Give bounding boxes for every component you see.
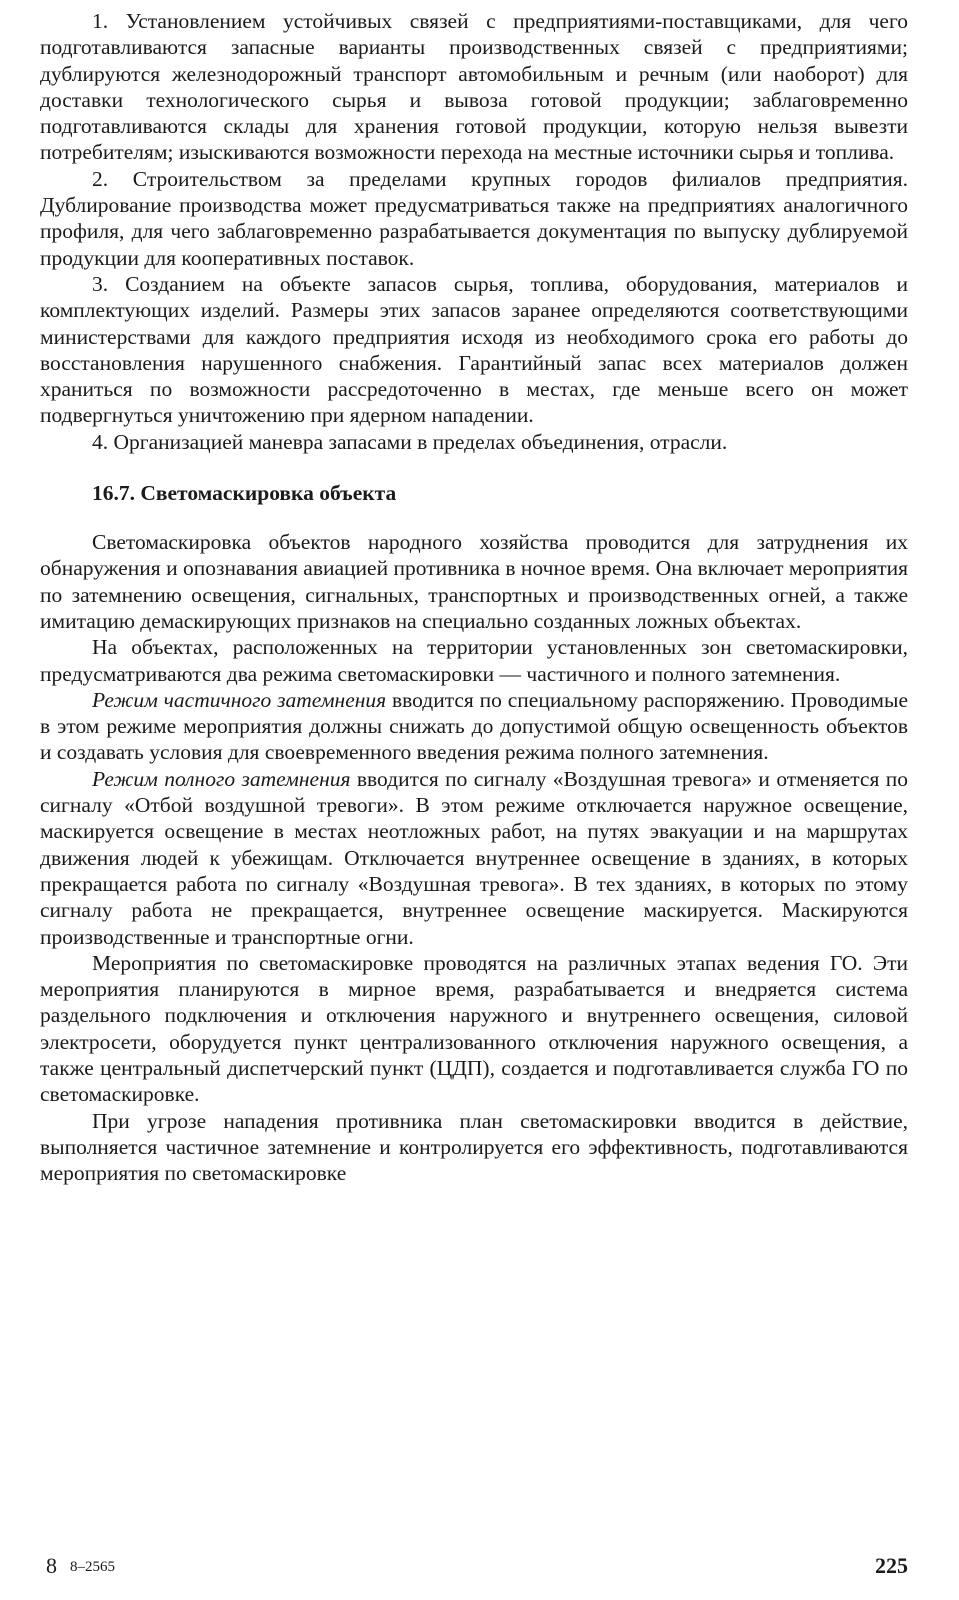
page-footer bbox=[46, 1552, 908, 1582]
section-paragraph-4 bbox=[40, 766, 908, 950]
full-blackout-term: Режим полного затемнения bbox=[92, 766, 351, 791]
section-paragraph-5: Мероприятия по светомаскировке проводятся на различных этапах ведения ГО. Эти мероприятия планируются в мирное время, разрабатывается и внедряется система раздельного подключения и отключения наружного и внутреннего освещения, силовой электросети, оборудуется пункт централизованного отключения наружного освещения, а также центральный диспетчерский пункт (ЦДП), создается и подготавливается служба ГО по светомаскировке. bbox=[40, 950, 908, 1107]
partial-blackout-term: Режим частичного затемнения bbox=[92, 687, 387, 712]
paragraph-item-4: 4. Организацией маневра запасами в пределах объединения, отрасли. bbox=[92, 429, 728, 454]
paragraph-item-2: 2. Строительством за пределами крупных городов филиалов предприятия. Дублирование производства может предусматриваться также на предприятиях аналогичного профиля, для чего заблаговременно разрабатывается документация по выпуску дублируемой продукции для кооперативных поставок. bbox=[40, 166, 908, 270]
full-blackout-text: вводится по сигналу «Воздушная тревога» и отменяется по сигналу «Отбой воздушной тревоги». В этом режиме отключается наружное освещение, маскируется освещение в местах неотложных работ, на путях эвакуации и на маршрутах движения людей к убежищам. Отключается внутреннее освещение в зданиях, в которых прекращается работа по сигналу «Воздушная тревога». В тех зданиях, в которых по этому сигналу работа не прекращается, внутреннее освещение маскируется. Маскируются производственные и транспортные огни. bbox=[40, 766, 908, 949]
paragraph-item-3: 3. Созданием на объекте запасов сырья, топлива, оборудования, материалов и комплектующих изделий. Размеры этих запасов заранее определяются соответствующими министерствами для каждого предприятия исходя из необходимого срока его работы до восстановления нарушенного снабжения. Гарантийный запас всех материалов должен храниться по возможности рассредоточенно в местах, где меньше всего он может подвергнуться уничтожению при ядерном нападении. bbox=[40, 271, 908, 428]
signature-code: 8–2565 bbox=[70, 1559, 115, 1575]
paragraph-item-1: 1. Установлением устойчивых связей с предприятиями-поставщиками, для чего подготавливаются запасные варианты производственных связей с предприятиями; дублируются железнодорожный транспорт автомобильным и речным (или наоборот) для доставки технологического сырья и вывоза готовой продукции; заблаговременно подготавливаются склады для хранения готовой продукции, которую нельзя вывезти потребителям; изыскиваются возможности перехода на местные источники сырья и топлива. bbox=[40, 9, 908, 165]
section-paragraph-6: При угрозе нападения противника план светомаскировки вводится в действие, выполняется частичное затемнение и контролируется его эффективность, подготавливаются мероприятия по светомаскировке bbox=[40, 1108, 908, 1186]
section-heading: 16.7. Светомаскировка объекта bbox=[92, 481, 397, 506]
page-number: 225 bbox=[875, 1553, 908, 1578]
section-paragraph-2: На объектах, расположенных на территории установленных зон светомаскировки, предусматриваются два режима светомаскировки — частичного и полного затемнения. bbox=[40, 635, 908, 686]
section-paragraph-1: Светомаскировка объектов народного хозяйства проводится для затруднения их обнаружения и опознавания авиацией противника в ночное время. Она включает мероприятия по затемнению освещения, сигнальных, транспортных и производственных огней, а также имитацию демаскирующих признаков на специально созданных ложных объектах. bbox=[40, 530, 908, 633]
signature-number: 8 bbox=[46, 1553, 57, 1578]
partial-blackout-text: вводится по специальному распоряжению. Проводимые в этом режиме мероприятия должны снижать до допустимой общую освещенность объектов и создавать условия для своевременного введения режима полного затемнения. bbox=[40, 687, 908, 765]
section-paragraph-3 bbox=[40, 687, 908, 766]
page-body bbox=[40, 8, 908, 1186]
